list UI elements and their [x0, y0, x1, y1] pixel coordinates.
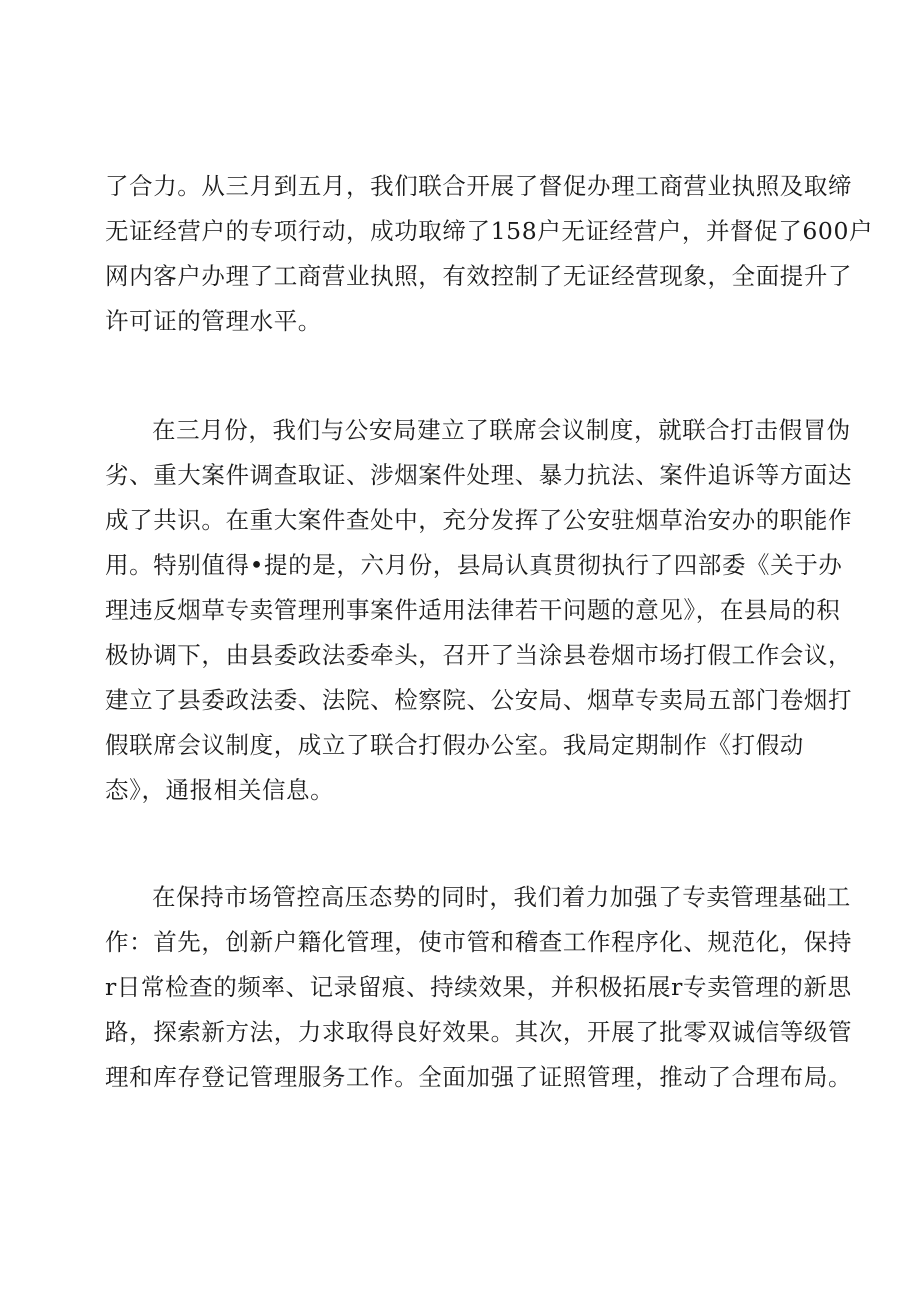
- text-line: 劣、重大案件调查取证、涉烟案件处理、暴力抗法、案件追诉等方面达: [105, 461, 853, 489]
- text-line: 假联席会议制度，成立了联合打假办公室。我局定期制作《打假动: [105, 731, 804, 759]
- text-line: 态》，通报相关信息。: [105, 776, 335, 804]
- text-line: 许可证的管理水平。: [105, 307, 322, 335]
- text-line: 了合力。从三月到五月，我们联合开展了督促办理工商营业执照及取缔: [105, 172, 853, 200]
- text-line: 作：首先，创新户籍化管理，使市管和稽查工作程序化、规范化，保持: [105, 928, 853, 956]
- text-line: r日常检查的频率、记录留痕、持续效果，并积极拓展r专卖管理的新思: [105, 973, 852, 1001]
- text-line: 在三月份，我们与公安局建立了联席会议制度，就联合打击假冒伪: [152, 416, 851, 444]
- text-line: 成了共识。在重大案件查处中，充分发挥了公安驻烟草治安办的职能作: [105, 506, 853, 534]
- text-line: 用。特别值得•提的是，六月份，县局认真贯彻执行了四部委《关于办: [105, 551, 843, 579]
- text-line: 建立了县委政法委、法院、检察院、公安局、烟草专卖局五部门卷烟打: [105, 686, 853, 714]
- text-line: 在保持市场管控高压态势的同时，我们着力加强了专卖管理基础工: [152, 883, 851, 911]
- text-line: 理和库存登记管理服务工作。全面加强了证照管理，推动了合理布局。: [105, 1063, 853, 1091]
- text-line: 路，探索新方法，力求取得良好效果。其次，开展了批零双诚信等级管: [105, 1018, 853, 1046]
- text-line: 极协调下，由县委政法委牵头，召开了当涂县卷烟市场打假工作会议，: [105, 641, 853, 669]
- text-line: 网内客户办理了工商营业执照，有效控制了无证经营现象，全面提升了: [105, 262, 853, 290]
- text-line: 无证经营户的专项行动，成功取缔了158户无证经营户，并督促了600户: [105, 217, 874, 245]
- text-line: 理违反烟草专卖管理刑事案件适用法律若干问题的意见》，在县局的积: [105, 596, 841, 624]
